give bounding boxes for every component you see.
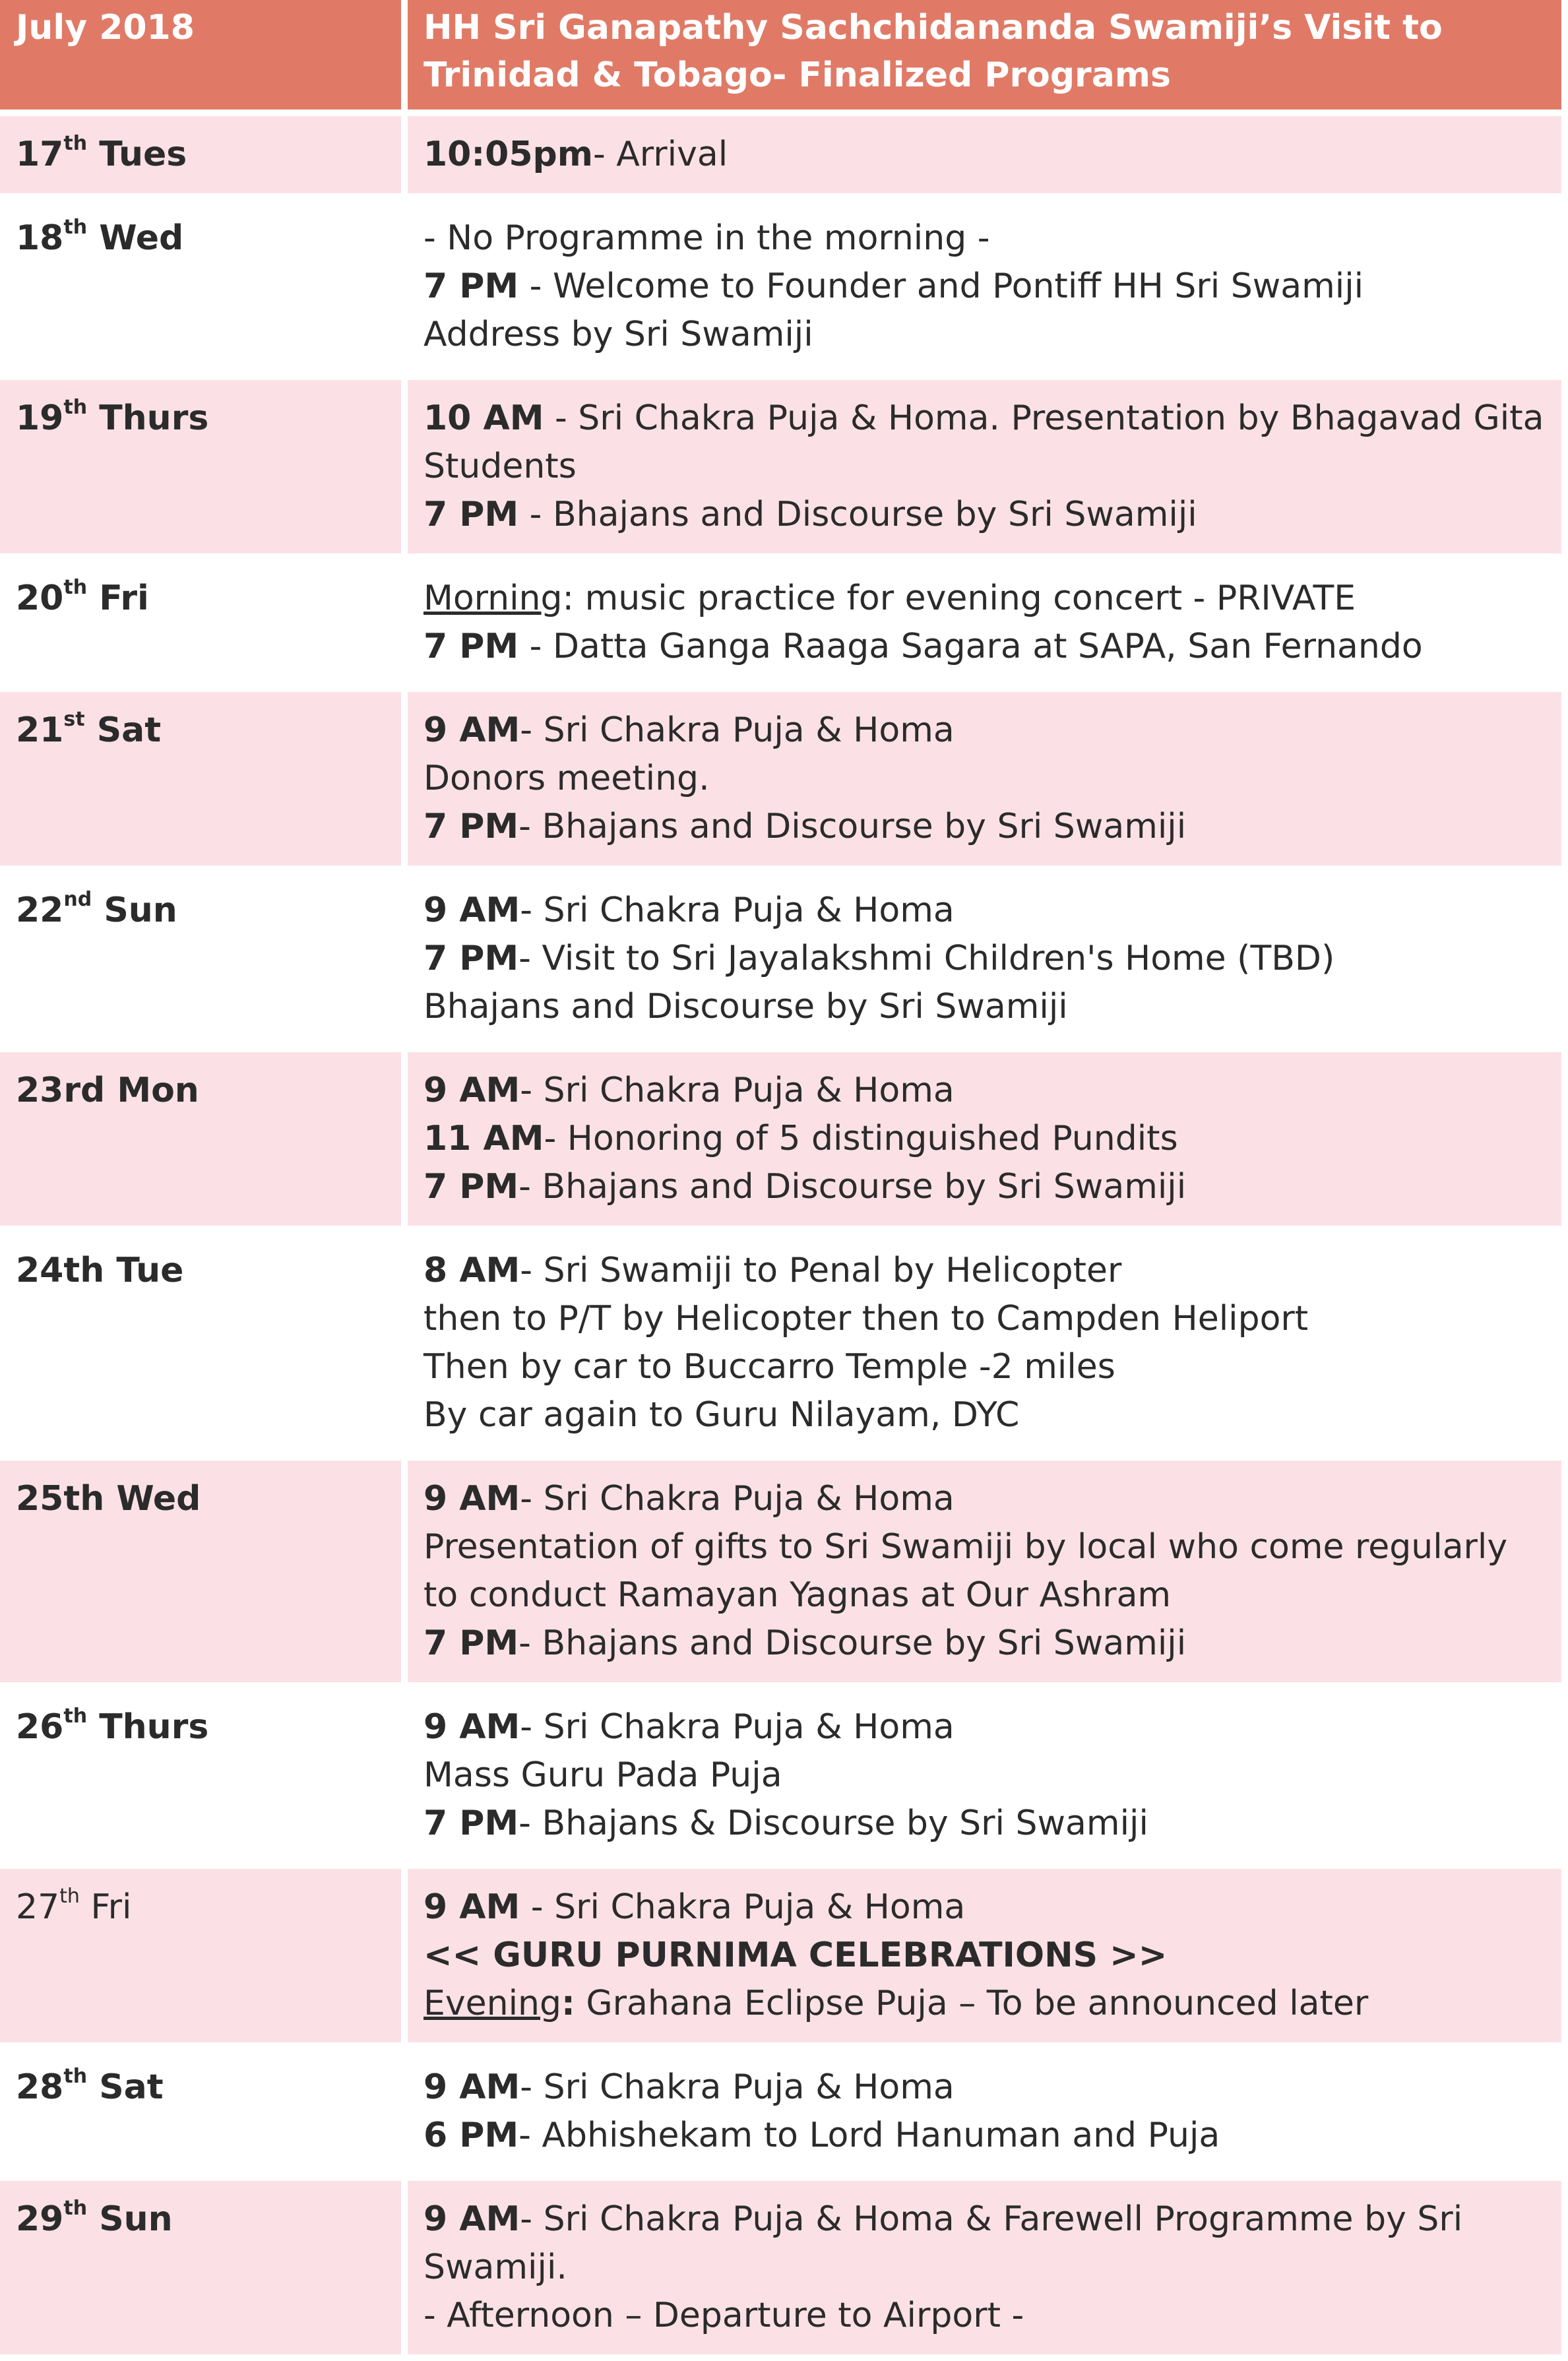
events-cell — [408, 2049, 1568, 2181]
day-number: 18 — [16, 218, 64, 258]
event-underlined-label: Evening — [423, 1984, 561, 2023]
day-number: 27 — [16, 1887, 60, 1927]
event-text: Donors meeting. — [423, 759, 710, 798]
event-text: - Sri Chakra Puja & Homa — [520, 1479, 955, 1519]
event-text: - Sri Chakra Puja & Homa & Farewell Programme by Sri Swamiji. — [423, 2199, 1463, 2287]
table-row — [0, 1461, 1568, 1689]
event-text: Then by car to Buccarro Temple -2 miles — [423, 1347, 1115, 1387]
table-row — [0, 692, 1568, 872]
day-suffix: th — [63, 1704, 88, 1728]
events-cell — [408, 380, 1568, 560]
events-cell — [408, 1869, 1568, 2049]
day-suffix: th — [63, 2196, 88, 2220]
day-name: Sun — [104, 891, 177, 930]
event-line — [423, 1067, 1546, 1115]
event-time: << GURU PURNIMA CELEBRATIONS >> — [423, 1936, 1168, 1975]
event-line — [423, 707, 1546, 755]
events-cell — [408, 1461, 1568, 1689]
day-number: 17 — [16, 135, 64, 174]
day-number: 19 — [16, 398, 64, 438]
event-line — [423, 1391, 1546, 1439]
events-cell — [408, 1232, 1568, 1461]
day-cell — [0, 872, 408, 1052]
event-time: 8 AM — [423, 1251, 520, 1290]
title-header: HH Sri Ganapathy Sachchidananda Swamiji’s Visit to Trinidad & Tobago- Finalized Programs — [408, 0, 1568, 116]
event-time: 11 AM — [423, 1119, 544, 1158]
event-text: - Sri Chakra Puja & Homa — [520, 1887, 966, 1927]
event-punctuation: : — [561, 1984, 575, 2023]
events-cell — [408, 1052, 1568, 1232]
event-text: Presentation of gifts to Sri Swamiji by local who come regularly to conduct Ramayan Yagnas at Our Ashram — [423, 1527, 1508, 1615]
event-line — [423, 2063, 1546, 2112]
month-header: July 2018 — [0, 0, 408, 116]
event-text: Address by Sri Swamiji — [423, 315, 813, 354]
day-cell — [0, 2049, 408, 2181]
day-name: Fri — [90, 1887, 132, 1927]
day-number: 26 — [16, 1707, 64, 1747]
table-row — [0, 200, 1568, 380]
event-time: 9 AM — [423, 1707, 520, 1747]
event-text: - Bhajans and Discourse by Sri Swamiji — [518, 1623, 1187, 1663]
event-time: 7 PM — [423, 939, 519, 978]
event-time: 7 PM — [423, 267, 519, 306]
event-line — [423, 263, 1546, 311]
day-label: 25th Wed — [16, 1479, 201, 1519]
table-row — [0, 2049, 1568, 2181]
event-line — [423, 2112, 1546, 2160]
event-line — [423, 1475, 1546, 1523]
event-text: - Abhishekam to Lord Hanuman and Puja — [518, 2116, 1220, 2155]
event-underlined-label: Morning — [423, 579, 563, 618]
table-row — [0, 1869, 1568, 2049]
event-text: - Sri Chakra Puja & Homa — [520, 710, 955, 750]
event-time: 9 AM — [423, 2067, 520, 2107]
day-cell — [0, 200, 408, 380]
events-cell — [408, 872, 1568, 1052]
event-line — [423, 394, 1546, 491]
day-cell — [0, 116, 408, 200]
event-text: - Bhajans and Discourse by Sri Swamiji — [518, 1167, 1187, 1207]
event-line — [423, 214, 1546, 263]
events-cell — [408, 2181, 1568, 2361]
table-row — [0, 2181, 1568, 2361]
event-text: - Sri Chakra Puja & Homa — [520, 1071, 955, 1110]
event-time: 9 AM — [423, 1887, 520, 1927]
table-row — [0, 560, 1568, 692]
event-line — [423, 983, 1546, 1031]
event-line — [423, 623, 1546, 671]
event-line — [423, 1620, 1546, 1668]
day-suffix: st — [63, 707, 85, 731]
day-cell — [0, 692, 408, 872]
day-name: Sat — [99, 2067, 164, 2107]
event-text: - No Programme in the morning - — [423, 218, 990, 258]
event-time: 9 AM — [423, 2199, 520, 2239]
events-cell — [408, 560, 1568, 692]
event-line — [423, 1932, 1546, 1980]
event-line — [423, 1295, 1546, 1343]
event-line — [423, 1703, 1546, 1751]
event-text: - Afternoon – Departure to Airport - — [423, 2296, 1024, 2335]
day-suffix: nd — [63, 887, 92, 911]
event-text: - Datta Ganga Raaga Sagara at SAPA, San Fernando — [518, 627, 1423, 666]
event-line — [423, 1800, 1546, 1848]
event-line — [423, 1343, 1546, 1391]
table-row — [0, 116, 1568, 200]
event-line — [423, 491, 1546, 539]
day-cell — [0, 1689, 408, 1869]
day-name: Sat — [96, 710, 162, 750]
event-text: - Bhajans & Discourse by Sri Swamiji — [518, 1804, 1148, 1843]
event-time: 7 PM — [423, 627, 519, 666]
event-line — [423, 2195, 1546, 2292]
day-name: Fri — [99, 579, 149, 618]
day-cell — [0, 1461, 408, 1689]
day-name: Tues — [99, 135, 187, 174]
day-name: Thurs — [99, 398, 209, 438]
events-cell — [408, 200, 1568, 380]
table-row — [0, 1052, 1568, 1232]
event-text: - Welcome to Founder and Pontiff HH Sri Swamiji — [518, 267, 1364, 306]
event-time: 9 AM — [423, 1071, 520, 1110]
event-text: Grahana Eclipse Puja – To be announced later — [575, 1984, 1369, 2023]
day-label: 24th Tue — [16, 1251, 184, 1290]
event-line — [423, 1163, 1546, 1211]
event-text: - Bhajans and Discourse by Sri Swamiji — [518, 495, 1197, 534]
event-line — [423, 1751, 1546, 1800]
event-text: Mass Guru Pada Puja — [423, 1755, 782, 1795]
event-text: - Sri Chakra Puja & Homa — [520, 1707, 955, 1747]
event-time: 7 PM — [423, 807, 519, 846]
day-cell — [0, 1052, 408, 1232]
table-row — [0, 1689, 1568, 1869]
event-time: 9 AM — [423, 710, 520, 750]
event-time: 10:05pm — [423, 135, 593, 174]
day-number: 22 — [16, 891, 64, 930]
day-cell — [0, 380, 408, 560]
event-line — [423, 755, 1546, 803]
event-text: - Sri Chakra Puja & Homa — [520, 891, 955, 930]
event-line — [423, 803, 1546, 851]
day-cell — [0, 560, 408, 692]
table-header-row — [0, 0, 1568, 116]
day-suffix: th — [63, 131, 88, 155]
schedule-rows — [0, 116, 1568, 2361]
event-line — [423, 1523, 1546, 1620]
event-line — [423, 311, 1546, 359]
table-row — [0, 872, 1568, 1052]
day-label: 23rd Mon — [16, 1071, 199, 1110]
event-time: 9 AM — [423, 1479, 520, 1519]
event-line — [423, 887, 1546, 935]
event-text: - Arrival — [592, 135, 728, 174]
event-line — [423, 575, 1546, 623]
event-text: - Bhajans and Discourse by Sri Swamiji — [518, 807, 1187, 846]
day-number: 21 — [16, 710, 64, 750]
event-line — [423, 2292, 1546, 2340]
event-time: 6 PM — [423, 2116, 519, 2155]
day-suffix: th — [63, 2064, 88, 2088]
event-text: Bhajans and Discourse by Sri Swamiji — [423, 987, 1068, 1026]
event-time: 9 AM — [423, 891, 520, 930]
day-name: Sun — [99, 2199, 173, 2239]
day-number: 28 — [16, 2067, 64, 2107]
event-text: then to P/T by Helicopter then to Campden Heliport — [423, 1299, 1309, 1338]
event-time: 7 PM — [423, 1167, 519, 1207]
events-cell — [408, 116, 1568, 200]
event-time: 10 AM — [423, 398, 544, 438]
event-text: : music practice for evening concert - PRIVATE — [562, 579, 1356, 618]
event-line — [423, 1247, 1546, 1295]
day-cell — [0, 1869, 408, 2049]
event-line — [423, 1980, 1546, 2028]
event-time: 7 PM — [423, 495, 519, 534]
day-suffix: th — [63, 575, 88, 599]
events-cell — [408, 1689, 1568, 1869]
event-line — [423, 1883, 1546, 1932]
event-text: - Sri Chakra Puja & Homa. Presentation by Bhagavad Gita Students — [423, 398, 1544, 486]
table-row — [0, 380, 1568, 560]
day-suffix: th — [63, 395, 88, 419]
day-name: Thurs — [99, 1707, 209, 1747]
day-cell — [0, 1232, 408, 1461]
event-text: - Visit to Sri Jayalakshmi Children's Home (TBD) — [518, 939, 1335, 978]
day-cell — [0, 2181, 408, 2361]
event-text: By car again to Guru Nilayam, DYC — [423, 1395, 1020, 1435]
day-number: 20 — [16, 579, 64, 618]
event-time: 7 PM — [423, 1804, 519, 1843]
day-number: 29 — [16, 2199, 64, 2239]
event-line — [423, 131, 1546, 179]
day-suffix: th — [63, 215, 88, 239]
event-text: - Sri Swamiji to Penal by Helicopter — [520, 1251, 1122, 1290]
events-cell — [408, 692, 1568, 872]
day-name: Wed — [99, 218, 184, 258]
event-line — [423, 935, 1546, 983]
event-line — [423, 1115, 1546, 1163]
event-text: - Sri Chakra Puja & Homa — [520, 2067, 955, 2107]
table-row — [0, 1232, 1568, 1461]
day-suffix: th — [59, 1884, 80, 1908]
event-time: 7 PM — [423, 1623, 519, 1663]
event-text: - Honoring of 5 distinguished Pundits — [544, 1119, 1178, 1158]
